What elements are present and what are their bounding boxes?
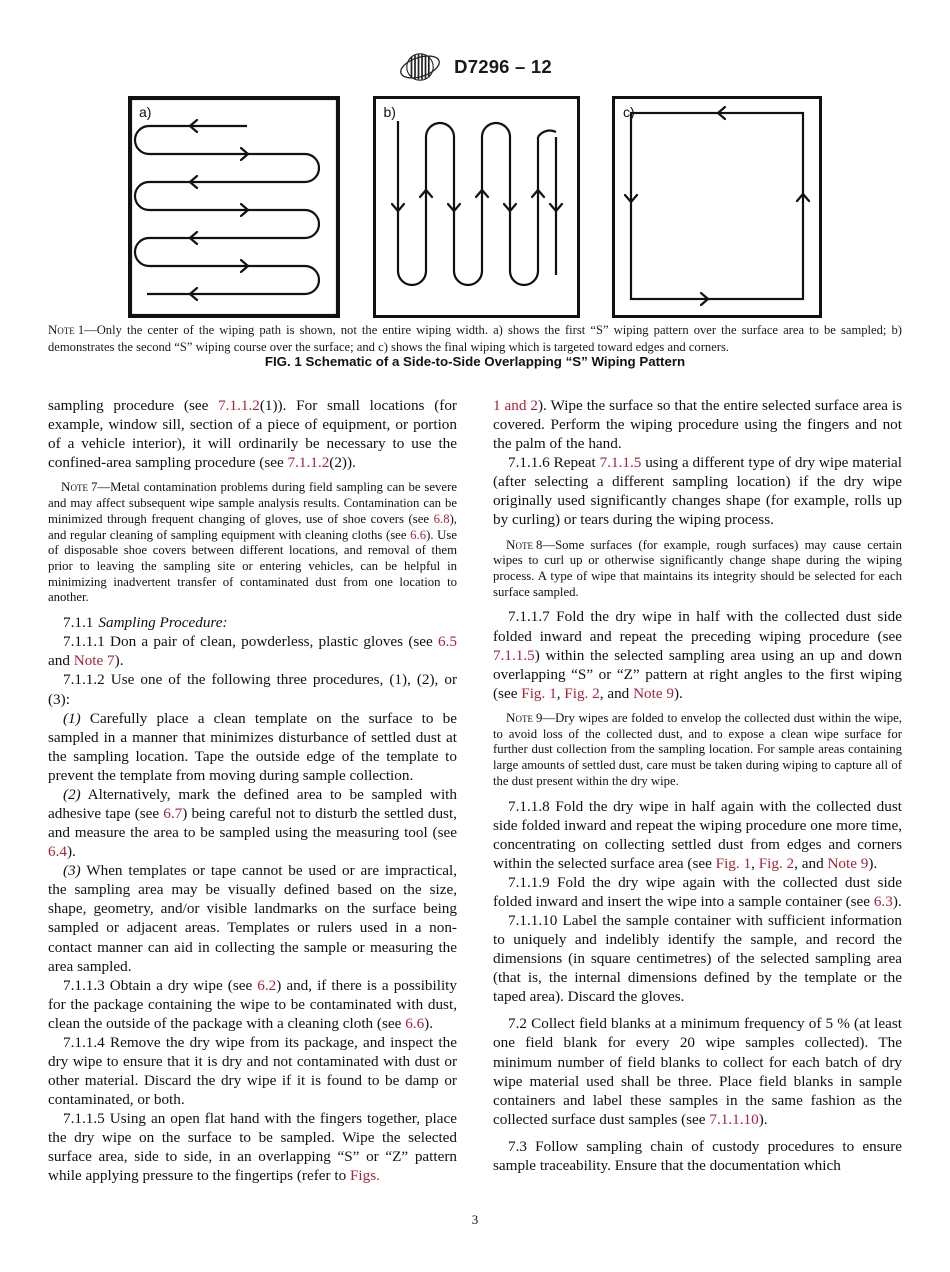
perimeter-loop-path	[615, 99, 819, 315]
section-7-1-1-1	[48, 632, 457, 670]
text-run: Fold the dry wipe in half with the collected dust side folded inward and repeat the preceding wiping procedure (see	[493, 608, 902, 645]
panel-c-label: c)	[623, 104, 635, 120]
xref-link[interactable]: 7.1.1.2	[218, 397, 260, 414]
paragraph-continuation	[48, 396, 457, 472]
figure-note	[48, 322, 902, 355]
text-run: Alternatively, mark the defined area to be sampled with adhesive tape (see	[48, 785, 457, 822]
section-number: 7.1.1.8	[508, 797, 550, 815]
text-run: Using an open flat hand with the fingers together, place the dry wipe on the surface to be sampled. Wipe the selected surface area, side to side, in an overlapping “S” or “Z” pattern while applying pressure to the fingertips (refer to	[48, 1110, 457, 1185]
text-run: ).	[114, 652, 124, 670]
xref-link[interactable]: 6.6	[410, 527, 427, 542]
xref-link[interactable]: 7.1.1.5	[493, 646, 535, 664]
xref-link[interactable]: Note 9	[827, 854, 869, 872]
text-run: When templates or tape cannot be used or are impractical, the sampling area may be visually defined based on the size, shape, geometry, and/or visible landmarks on the surface being sampled or adjacent areas. Templates or rulers used in a non-contact manner can aid in collecting the sample or measuring the area sampled.	[48, 862, 457, 975]
text-run: Repeat	[549, 454, 600, 472]
body-columns	[48, 396, 902, 1196]
note-prefix: Note	[61, 479, 88, 495]
section-number: 7.1.1.2	[63, 671, 105, 689]
text-run: Fold the dry wipe in half again with the collected dust side folded inward and repeat the wiping procedure one more time, concentrating on collecting settled dust from edges and corners within the selected surface area (see	[493, 797, 902, 872]
text-run: Carefully place a clean template on the surface to be sampled in a manner that minimizes disturbance of settled dust at the sampling location. Tape the outside edge of the template to prevent the template from moving during sample collection.	[48, 709, 457, 784]
note-number: 7	[90, 480, 98, 495]
text-run: sampling procedure (see	[48, 397, 219, 414]
xref-link[interactable]: 6.2	[257, 976, 277, 994]
text-run: ), and regular cleaning of sampling equipment with cleaning cloths (see	[48, 511, 457, 542]
text-run: ).	[674, 684, 683, 702]
section-number: 7.3	[508, 1137, 527, 1155]
figure-1	[128, 96, 822, 318]
section-number: 7.2	[508, 1015, 527, 1033]
section-7-1-1-4	[48, 1033, 457, 1109]
note-number: 9	[535, 710, 543, 725]
text-run: ).	[424, 1014, 434, 1032]
panel-b-label: b)	[383, 104, 396, 120]
xref-link[interactable]: 7.1.1.10	[709, 1110, 759, 1128]
text-run: ). Wipe the surface so that the entire selected surface area is covered. Perform the wiping procedure using the fingers and not the palm of the hand.	[493, 397, 902, 453]
note-7	[48, 479, 457, 606]
text-run: Don a pair of clean, powderless, plastic gloves (see	[104, 633, 439, 651]
astm-logo-icon	[398, 50, 442, 84]
section-7-1-1-6	[493, 453, 902, 529]
xref-link[interactable]: Fig. 2	[758, 854, 795, 872]
text-run: (1)). For small locations (for example, window sill, section of a piece of equipment, or portion of a vehicle interior), it will ordinarily be necessary to use the confined-area sampling procedure (see	[48, 397, 457, 472]
text-run: using a different type of dry wipe material (after selecting a different sampling location) if the dry wipe originally used significantly changes shape (for example, rolls up by curling) or tears during the wiping process.	[493, 454, 903, 529]
text-run: ) and, if there is a possibility for the package containing the wipe to be contaminated with dust, clean the outside of the package with a cleaning cloth (see	[48, 976, 457, 1032]
xref-link[interactable]: Fig. 1	[521, 684, 557, 702]
horizontal-serpentine-path	[131, 99, 337, 315]
xref-link[interactable]: 6.8	[433, 511, 450, 526]
xref-link[interactable]: 6.3	[873, 892, 893, 910]
figure-panel-c	[612, 96, 822, 318]
xref-link[interactable]: 7.1.1.5	[599, 454, 642, 472]
text-run: and	[48, 652, 74, 670]
text-run: ).	[868, 854, 878, 872]
note-prefix: Note	[506, 536, 533, 552]
figure-panel-a	[128, 96, 340, 318]
xref-link[interactable]: Note 7	[73, 652, 115, 670]
document-number: D7296 – 12	[454, 56, 552, 77]
section-number: 7.1.1.7	[508, 608, 550, 626]
section-number: 7.1.1.9	[508, 873, 550, 891]
text-run: , and	[599, 684, 634, 702]
xref-link[interactable]: 6.5	[438, 633, 457, 651]
xref-link[interactable]: 6.7	[163, 804, 183, 822]
section-number: 7.1.1.10	[508, 912, 558, 930]
procedure-item-2	[48, 785, 457, 861]
paragraph-continuation	[493, 396, 902, 453]
section-7-1-1-7	[493, 607, 902, 702]
section-7-1-1-8	[493, 797, 902, 873]
text-run: ). Use of disposable shoe covers between different locations, and removal of them prior to leaving the sampling site or entering vehicles, can be helpful in minimizing inadvertent transfer of contaminated dust from one location to another.	[48, 527, 457, 605]
page-number: 3	[471, 1212, 479, 1227]
item-label: (2)	[63, 785, 81, 803]
text-run: Follow sampling chain of custody procedures to ensure sample traceability. Ensure that the documentation which	[493, 1137, 902, 1174]
item-label: (3)	[63, 862, 81, 880]
xref-link[interactable]: Figs.	[349, 1167, 380, 1185]
text-run: ,	[751, 854, 759, 872]
section-number: 7.1.1.4	[63, 1033, 105, 1051]
section-number: 7.1.1	[63, 614, 94, 632]
text-run: (2)).	[329, 454, 356, 472]
xref-link[interactable]: Fig. 1	[715, 854, 752, 872]
text-run: Remove the dry wipe from its package, and inspect the dry wipe to ensure that it is dry and not contaminated with dust or other material. Discard the dry wipe if it is found to be damp or contaminated, or both.	[48, 1033, 457, 1109]
text-run: , and	[794, 854, 828, 872]
note-8	[493, 537, 902, 601]
section-title: Sampling Procedure:	[98, 614, 228, 632]
xref-link[interactable]: Note 9	[633, 684, 674, 702]
note-number: 8	[535, 537, 543, 552]
procedure-item-1	[48, 709, 457, 785]
item-label: (1)	[63, 709, 81, 727]
section-7-1-1-3	[48, 976, 457, 1033]
text-run: —Dry wipes are folded to envelop the collected dust within the wipe, to avoid loss of the collected dust, and to expose a clean wipe surface for further dust collection from the sampling location. For sample areas containing large amounts of settled dust, care must be taken during wiping to capture all of the dust present within the dry wipe.	[493, 710, 902, 788]
right-column	[493, 396, 902, 1196]
section-number: 7.1.1.6	[508, 454, 550, 472]
procedure-item-3	[48, 861, 457, 975]
left-column	[48, 396, 457, 1196]
vertical-serpentine-path	[376, 99, 577, 315]
text-run: ) being careful not to disturb the settled dust, and measure the area to be sampled using the measuring tool (see	[48, 804, 457, 842]
text-run: ,	[556, 684, 565, 702]
section-7-3	[493, 1137, 902, 1175]
figure-note-text: —Only the center of the wiping path is shown, not the entire wiping width. a) shows the first “S” wiping pattern over the surface area to be sampled; b) demonstrates the second “S” wiping course over the surface; and c) shows the final wiping which is targeted toward edges and corners.	[48, 323, 902, 354]
text-run: —Some surfaces (for example, rough surfaces) may cause certain wipes to curl up or otherwise significantly change shape during the wiping process. A type of wipe that maintains its integrity should be selected for each surface sampled.	[493, 537, 902, 599]
page-header	[0, 50, 950, 84]
text-run: ).	[758, 1110, 768, 1128]
figure-note-prefix: Note	[48, 323, 75, 337]
note-9	[493, 710, 902, 790]
text-run: Label the sample container with sufficient information to uniquely and indelibly identify the sample, and record the dimensions (in square centimetres) of the selected sampling area (that is, the internal dimensions defined by the template or the taped area). Discard the gloves.	[493, 912, 902, 1006]
xref-link[interactable]: 1 and 2	[493, 397, 538, 414]
section-7-1-1-5	[48, 1109, 457, 1185]
text-run: ) within the selected sampling area using an up and down overlapping “S” or “Z” pattern at right angles to the first wiping (see	[493, 646, 902, 702]
section-7-1-1-9	[493, 873, 902, 911]
section-7-2	[493, 1014, 902, 1128]
text-run: ).	[892, 892, 902, 910]
text-run: Use one of the following three procedures, (1), (2), or (3):	[48, 671, 457, 708]
xref-link[interactable]: Fig. 2	[564, 684, 600, 702]
text-run: —Metal contamination problems during field sampling can be severe and may affect subsequent wipe sample analysis results. Contamination can be minimized through frequent changing of gloves, use of shoe covers (see	[48, 480, 457, 526]
section-number: 7.1.1.3	[63, 976, 105, 994]
figure-caption: FIG. 1 Schematic of a Side-to-Side Overlapping “S” Wiping Pattern	[264, 354, 686, 369]
xref-link[interactable]: 6.6	[405, 1014, 425, 1032]
panel-a-label: a)	[139, 104, 152, 120]
section-7-1-1-10	[493, 911, 902, 1006]
text-run: Obtain a dry wipe (see	[104, 976, 258, 994]
note-prefix: Note	[506, 709, 533, 725]
section-7-1-1-2	[48, 670, 457, 708]
figure-panel-b	[373, 96, 580, 318]
section-number: 7.1.1.1	[63, 633, 105, 651]
section-number: 7.1.1.5	[63, 1110, 105, 1128]
figure-note-number: 1	[77, 323, 85, 337]
xref-link[interactable]: 7.1.1.2	[287, 454, 330, 472]
text-run: Fold the dry wipe again with the collected dust side folded inward and insert the wipe into a sample container (see	[493, 873, 902, 910]
section-7-1-1	[48, 613, 457, 632]
xref-link[interactable]: 6.4	[48, 843, 67, 861]
text-run: ).	[66, 843, 76, 861]
text-run: Collect field blanks at a minimum frequency of 5 % (at least one field blank for every 20 wipe samples collected). The minimum number of field blanks to collect for each batch of dry wipe material used shall be three. Place field blanks in sample containers and label these samples in the same fashion as the collected surface dust samples (see	[493, 1015, 902, 1128]
